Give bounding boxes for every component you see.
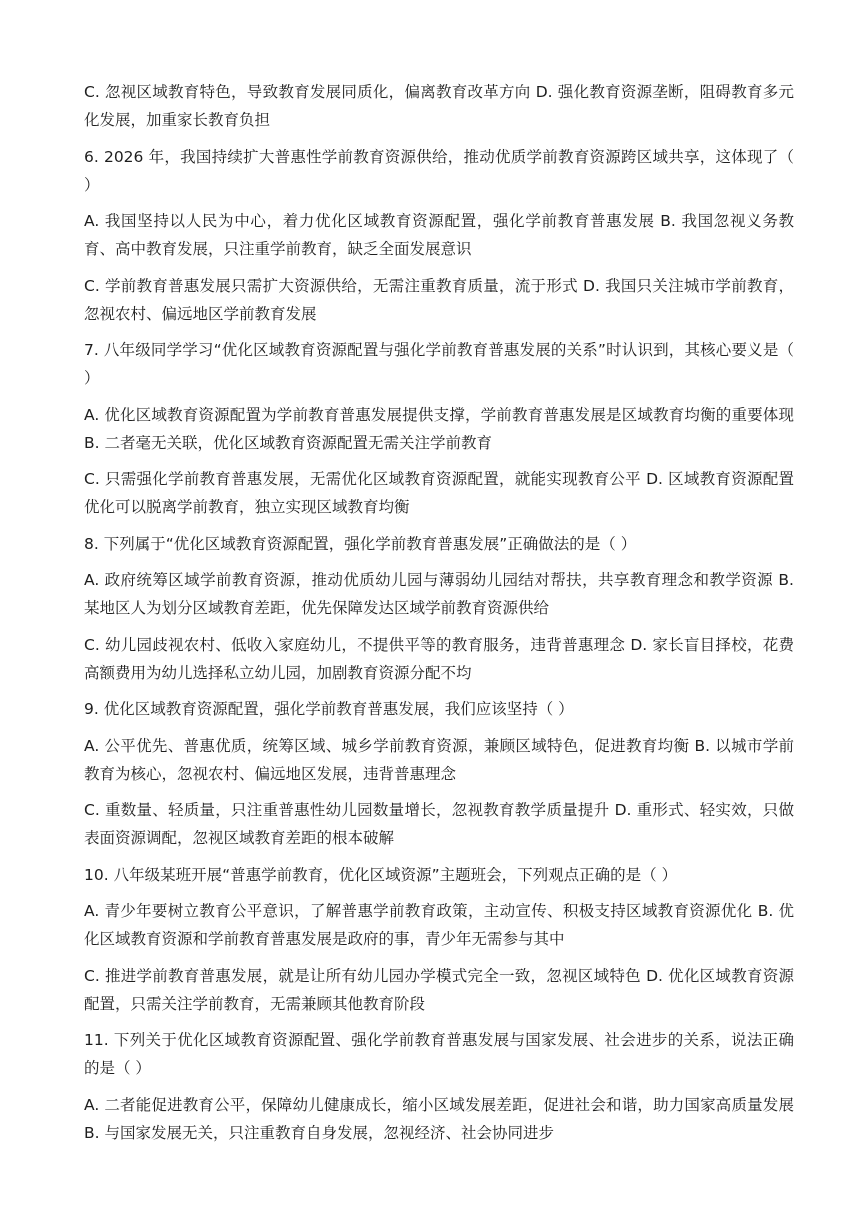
options-block: A. 青少年要树立教育公平意识，了解普惠学前教育政策，主动宣传、积极支持区域教育资源优化 B. 优化区域教育资源和学前教育普惠发展是政府的事，青少年无需参与其中 bbox=[84, 902, 794, 948]
question-stem: 8. 下列属于“优化区域教育资源配置，强化学前教育普惠发展”正确做法的是（ ） bbox=[84, 534, 637, 553]
options-block: C. 只需强化学前教育普惠发展，无需优化区域教育资源配置，就能实现教育公平 D. 区域教育资源配置优化可以脱离学前教育，独立实现区域教育均衡 bbox=[84, 470, 794, 516]
options-block: A. 优化区域教育资源配置为学前教育普惠发展提供支撑，学前教育普惠发展是区域教育均衡的重要体现 B. 二者毫无关联，优化区域教育资源配置无需关注学前教育 bbox=[84, 405, 794, 452]
options-block: C. 忽视区域教育特色，导致教育发展同质化，偏离教育改革方向 D. 强化教育资源垄断，阻碍教育多元化发展，加重家长教育负担 bbox=[84, 83, 794, 129]
question-stem: 7. 八年级同学学习“优化区域教育资源配置与强化学前教育普惠发展的关系”时认识到，其核心要义是（ ） bbox=[84, 341, 794, 387]
question-stem: 6. 2026 年，我国持续扩大普惠性学前教育资源供给，推动优质学前教育资源跨区域共享，这体现了（ ） bbox=[84, 147, 794, 194]
options-block: A. 二者能促进教育公平，保障幼儿健康成长，缩小区域发展差距，促进社会和谐，助力国家高质量发展 B. 与国家发展无关，只注重教育自身发展，忽视经济、社会协同进步 bbox=[84, 1095, 794, 1142]
options-block: A. 政府统筹区域学前教育资源，推动优质幼儿园与薄弱幼儿园结对帮扶，共享教育理念和教学资源 B. 某地区人为划分区域教育差距，优先保障发达区域学前教育资源供给 bbox=[84, 571, 794, 617]
options-block: A. 公平优先、普惠优质，统筹区域、城乡学前教育资源，兼顾区域特色，促进教育均衡 B. 以城市学前教育为核心，忽视农村、偏远地区发展，违背普惠理念 bbox=[84, 736, 794, 783]
options-block: C. 幼儿园歧视农村、低收入家庭幼儿，不提供平等的教育服务，违背普惠理念 D. 家长盲目择校，花费高额费用为幼儿选择私立幼儿园，加剧教育资源分配不均 bbox=[84, 635, 794, 682]
question-stem: 11. 下列关于优化区域教育资源配置、强化学前教育普惠发展与国家发展、社会进步的关系，说法正确的是（ ） bbox=[84, 1031, 794, 1077]
question-stem: 10. 八年级某班开展“普惠学前教育，优化区域资源”主题班会，下列观点正确的是（ ） bbox=[84, 865, 678, 884]
options-block: A. 我国坚持以人民为中心，着力优化区域教育资源配置，强化学前教育普惠发展 B. 我国忽视义务教育、高中教育发展，只注重学前教育，缺乏全面发展意识 bbox=[84, 212, 794, 258]
options-block: C. 学前教育普惠发展只需扩大资源供给，无需注重教育质量，流于形式 D. 我国只关注城市学前教育，忽视农村、偏远地区学前教育发展 bbox=[84, 276, 794, 323]
options-block: C. 重数量、轻质量，只注重普惠性幼儿园数量增长，忽视教育教学质量提升 D. 重形式、轻实效，只做表面资源调配，忽视区域教育差距的根本破解 bbox=[84, 801, 794, 847]
question-stem: 9. 优化区域教育资源配置，强化学前教育普惠发展，我们应该坚持（ ） bbox=[84, 700, 574, 718]
options-block: C. 推进学前教育普惠发展，就是让所有幼儿园办学模式完全一致，忽视区域特色 D. 优化区域教育资源配置，只需关注学前教育，无需兼顾其他教育阶段 bbox=[84, 966, 794, 1013]
document-body bbox=[84, 78, 794, 1155]
